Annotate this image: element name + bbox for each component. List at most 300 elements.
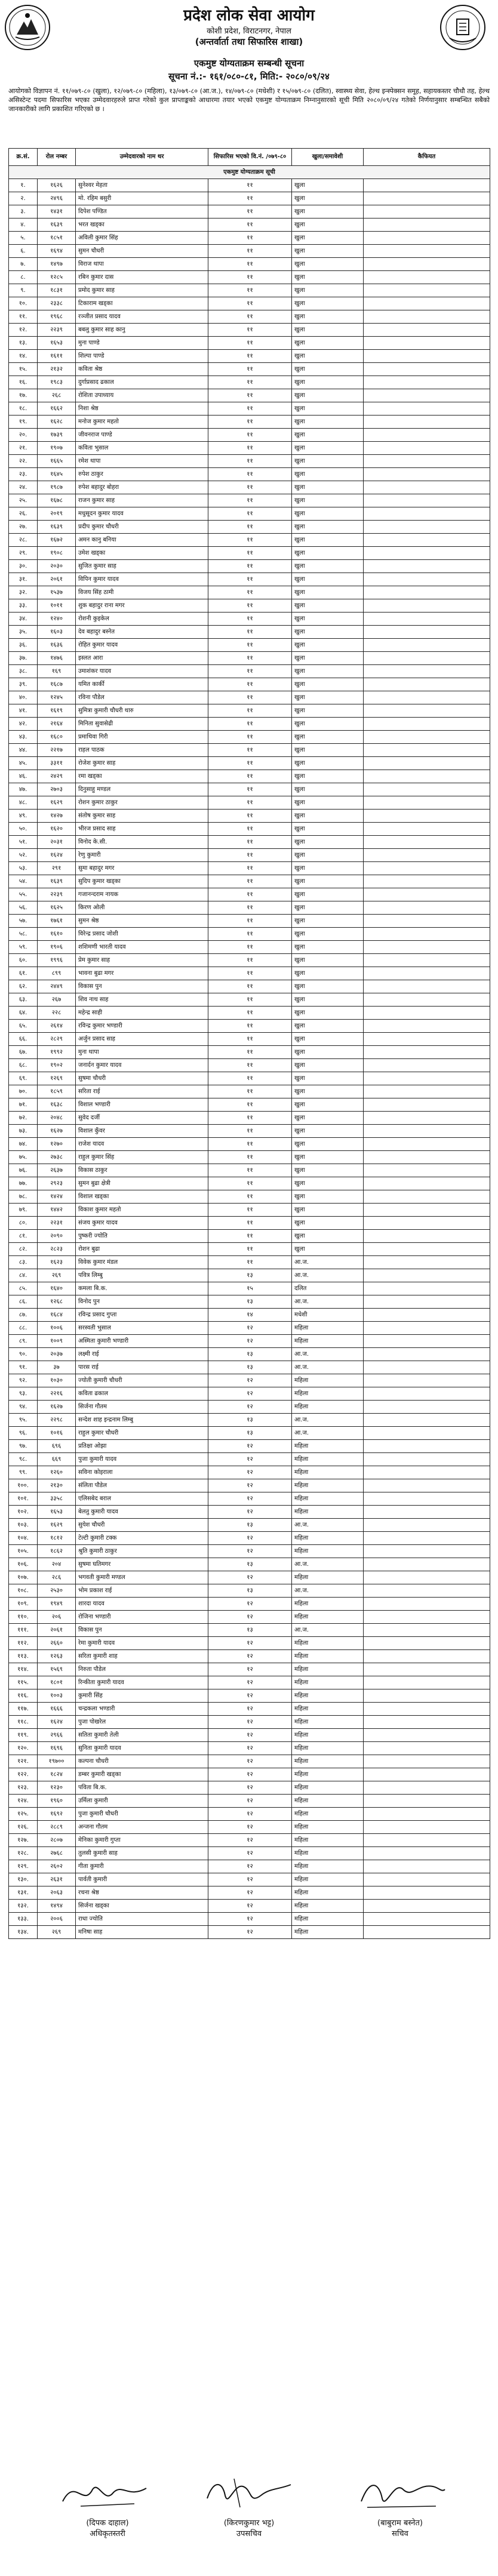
cell-roll: २०४८ — [38, 1112, 76, 1125]
cell-mark: १२ — [208, 1506, 292, 1519]
cell-name: उमेश खड्का — [76, 547, 208, 560]
org-address: कोशी प्रदेश, विराटनगर, नेपाल — [207, 27, 291, 36]
cell-name: सुमित्रा कुमारी चौधरी थारु — [76, 704, 208, 718]
cell-mark: १२ — [208, 1335, 292, 1348]
cell-name: बबलु कुमार साह कानु — [76, 324, 208, 337]
cell-sn: ६१. — [9, 967, 38, 980]
cell-sn: ६३. — [9, 993, 38, 1007]
cell-group: महिला — [292, 1335, 364, 1348]
cell-group: खुला — [292, 205, 364, 218]
cell-mark: ११ — [208, 1217, 292, 1230]
commission-logo-icon — [439, 4, 487, 51]
cell-roll: १४२४ — [38, 1190, 76, 1204]
cell-mark: १२ — [208, 1834, 292, 1847]
cell-mark: ११ — [208, 1138, 292, 1151]
cell-mark: ११ — [208, 337, 292, 350]
cell-group: महिला — [292, 1860, 364, 1873]
cell-name: पुजा कुमारी यादव — [76, 1453, 208, 1466]
cell-remarks — [364, 1453, 490, 1466]
table-row — [9, 810, 490, 823]
cell-sn: ३२. — [9, 586, 38, 599]
cell-group: खुला — [292, 1085, 364, 1098]
cell-remarks — [364, 823, 490, 836]
cell-sn: १०९. — [9, 1598, 38, 1611]
cell-sn: १०५. — [9, 1545, 38, 1558]
cell-roll: २९६६ — [38, 1729, 76, 1742]
cell-sn: ४०. — [9, 691, 38, 704]
cell-group: खुला — [292, 875, 364, 888]
cell-remarks — [364, 271, 490, 284]
cell-mark: ११ — [208, 1177, 292, 1190]
cell-sn: १११. — [9, 1624, 38, 1637]
cell-name: सरिता राई — [76, 1085, 208, 1098]
cell-group: महिला — [292, 1440, 364, 1453]
cell-remarks — [364, 1309, 490, 1322]
table-row — [9, 1913, 490, 1926]
cell-remarks — [364, 547, 490, 560]
cell-remarks — [364, 1808, 490, 1821]
cell-roll: १६९ — [38, 665, 76, 678]
cell-mark: १२ — [208, 1703, 292, 1716]
table-row — [9, 1309, 490, 1322]
cell-remarks — [364, 1085, 490, 1098]
cell-roll: २०४ — [38, 1558, 76, 1571]
cell-group: खुला — [292, 954, 364, 967]
cell-sn: १३०. — [9, 1873, 38, 1886]
cell-remarks — [364, 1676, 490, 1689]
cell-roll: १६२७ — [38, 1401, 76, 1414]
cell-name: प्रतिक्षा ओझा — [76, 1440, 208, 1453]
cell-roll: १०१६ — [38, 1427, 76, 1440]
cell-roll: १६७२ — [38, 534, 76, 547]
cell-name: रचना श्रेष्ठ — [76, 1886, 208, 1900]
cell-name: सुदिप कुमार खड्का — [76, 875, 208, 888]
table-row — [9, 954, 490, 967]
table-row — [9, 1624, 490, 1637]
cell-group: खुला — [292, 192, 364, 205]
cell-remarks — [364, 639, 490, 652]
cell-mark: ११ — [208, 179, 292, 192]
cell-remarks — [364, 1545, 490, 1558]
cell-name: श्रुति कुमारी ठाकुर — [76, 1545, 208, 1558]
cell-name: भावना बुढा मगर — [76, 967, 208, 980]
table-row — [9, 1427, 490, 1440]
cell-name: राजेश यादव — [76, 1138, 208, 1151]
table-row — [9, 1676, 490, 1689]
signatory-3-name: (बाबुराम बस्नेत) — [377, 2519, 423, 2528]
cell-mark: ११ — [208, 1256, 292, 1269]
cell-mark: ११ — [208, 1164, 292, 1177]
cell-roll: १४९४ — [38, 1900, 76, 1913]
cell-mark: १२ — [208, 1374, 292, 1387]
cell-roll: २७६८ — [38, 1847, 76, 1860]
cell-group: खुला — [292, 1059, 364, 1072]
cell-remarks — [364, 1020, 490, 1033]
cell-sn: ५. — [9, 232, 38, 245]
cell-mark: ११ — [208, 849, 292, 862]
cell-remarks — [364, 1217, 490, 1230]
cell-sn: ४४. — [9, 744, 38, 757]
cell-name: कल्पना चौधरी — [76, 1755, 208, 1768]
cell-sn: ४६. — [9, 770, 38, 783]
cell-group: आ.ज. — [292, 1348, 364, 1361]
col-header-roll: रोल नम्बर — [38, 149, 76, 166]
cell-name: कमला बि.क. — [76, 1282, 208, 1295]
cell-mark: ११ — [208, 1046, 292, 1059]
cell-roll: २०३० — [38, 560, 76, 573]
table-row — [9, 1190, 490, 1204]
cell-remarks — [364, 1479, 490, 1492]
cell-remarks — [364, 1926, 490, 1939]
cell-sn: ९४. — [9, 1401, 38, 1414]
cell-name: राहुल कुमार सिंह — [76, 1151, 208, 1164]
cell-group: आ.ज. — [292, 1584, 364, 1598]
cell-roll: १६२३ — [38, 1256, 76, 1269]
cell-mark: ११ — [208, 521, 292, 534]
table-row — [9, 704, 490, 718]
cell-sn: १७. — [9, 389, 38, 402]
table-row — [9, 245, 490, 258]
cell-roll: १४४२ — [38, 1204, 76, 1217]
cell-remarks — [364, 1138, 490, 1151]
cell-group: महिला — [292, 1768, 364, 1781]
cell-roll: २०३७ — [38, 1348, 76, 1361]
cell-sn: ११५. — [9, 1676, 38, 1689]
table-row — [9, 862, 490, 875]
cell-remarks — [364, 1584, 490, 1598]
cell-name: अन्जना गौतम — [76, 1821, 208, 1834]
cell-roll: १८२४ — [38, 1768, 76, 1781]
cell-roll: ३७ — [38, 1361, 76, 1374]
cell-group: खुला — [292, 468, 364, 481]
cell-remarks — [364, 1112, 490, 1125]
table-row — [9, 915, 490, 928]
col-header-remarks: कैफियत — [364, 149, 490, 166]
cell-mark: १२ — [208, 1676, 292, 1689]
cell-mark: ११ — [208, 941, 292, 954]
cell-mark: १२ — [208, 1492, 292, 1506]
table-row — [9, 678, 490, 691]
cell-remarks — [364, 836, 490, 849]
cell-group: खुला — [292, 652, 364, 665]
cell-roll: १९८३ — [38, 376, 76, 389]
cell-mark: ११ — [208, 888, 292, 901]
cell-remarks — [364, 1611, 490, 1624]
cell-name: महेन्द्र साही — [76, 1007, 208, 1020]
cell-remarks — [364, 1558, 490, 1571]
cell-roll: १६२९ — [38, 1519, 76, 1532]
cell-name: प्रमाथिवा गिरी — [76, 731, 208, 744]
cell-sn: ११६. — [9, 1689, 38, 1703]
cell-remarks — [364, 1768, 490, 1781]
table-row — [9, 376, 490, 389]
cell-name: दिपेश पण्डित — [76, 205, 208, 218]
table-row — [9, 547, 490, 560]
cell-group: महिला — [292, 1322, 364, 1335]
cell-name: निशा श्रेष्ठ — [76, 402, 208, 416]
cell-roll: १८३१ — [38, 284, 76, 297]
cell-remarks — [364, 1795, 490, 1808]
cell-roll: २२३९ — [38, 888, 76, 901]
cell-remarks — [364, 901, 490, 915]
cell-roll: १६१० — [38, 928, 76, 941]
cell-roll: १५३७ — [38, 586, 76, 599]
cell-sn: १२६. — [9, 1821, 38, 1834]
cell-remarks — [364, 599, 490, 613]
cell-sn: १२७. — [9, 1834, 38, 1847]
cell-sn: ५२. — [9, 849, 38, 862]
table-row — [9, 599, 490, 613]
cell-group: खुला — [292, 402, 364, 416]
cell-sn: ३९. — [9, 678, 38, 691]
cell-mark: १२ — [208, 1545, 292, 1558]
cell-sn: ५३. — [9, 862, 38, 875]
cell-remarks — [364, 310, 490, 324]
cell-group: खुला — [292, 993, 364, 1007]
cell-mark: १२ — [208, 1755, 292, 1768]
cell-group: महिला — [292, 1374, 364, 1387]
cell-name: मधुसूदन कुमार यादव — [76, 507, 208, 521]
cell-group: खुला — [292, 744, 364, 757]
cell-roll: १६२५ — [38, 901, 76, 915]
cell-group: महिला — [292, 1913, 364, 1926]
cell-remarks — [364, 1873, 490, 1886]
cell-group: खुला — [292, 639, 364, 652]
table-row — [9, 363, 490, 376]
cell-mark: ११ — [208, 1033, 292, 1046]
table-row — [9, 1072, 490, 1085]
cell-name: दुर्गाप्रसाद ढकाल — [76, 376, 208, 389]
cell-remarks — [364, 1886, 490, 1900]
cell-remarks — [364, 481, 490, 494]
cell-remarks — [364, 1374, 490, 1387]
cell-name: पवित्र लिम्बु — [76, 1269, 208, 1282]
cell-sn: ११४. — [9, 1663, 38, 1676]
cell-name: बेलतु कुमारी यादव — [76, 1506, 208, 1519]
cell-mark: ११ — [208, 324, 292, 337]
cell-remarks — [364, 1624, 490, 1637]
cell-group: खुला — [292, 245, 364, 258]
cell-sn: ७. — [9, 258, 38, 271]
cell-group: महिला — [292, 1873, 364, 1886]
cell-group: खुला — [292, 363, 364, 376]
cell-group: खुला — [292, 494, 364, 507]
cell-sn: ४५. — [9, 757, 38, 770]
cell-name: अमन कानु बनिया — [76, 534, 208, 547]
cell-mark: १२ — [208, 1466, 292, 1479]
cell-name: विवेक कुमार मंडल — [76, 1256, 208, 1269]
cell-name: प्रदीप कुमार चौधरी — [76, 521, 208, 534]
cell-sn: ९८. — [9, 1453, 38, 1466]
table-row — [9, 560, 490, 573]
cell-name: संतोष कुमार साह — [76, 810, 208, 823]
cell-roll: १६८७ — [38, 678, 76, 691]
signature-3-icon — [349, 2472, 451, 2513]
cell-name: रोशनी कुइकेल — [76, 613, 208, 626]
cell-mark: ११ — [208, 1204, 292, 1217]
cell-group: खुला — [292, 179, 364, 192]
table-row — [9, 783, 490, 796]
cell-remarks — [364, 232, 490, 245]
cell-group: महिला — [292, 1387, 364, 1401]
cell-mark: ११ — [208, 928, 292, 941]
table-row — [9, 1007, 490, 1020]
cell-group: महिला — [292, 1571, 364, 1584]
cell-name: मुना पाण्डे — [76, 337, 208, 350]
cell-sn: १२१. — [9, 1755, 38, 1768]
cell-sn: ७९. — [9, 1204, 38, 1217]
table-row — [9, 928, 490, 941]
cell-mark: १२ — [208, 1611, 292, 1624]
cell-roll: १४७६ — [38, 652, 76, 665]
cell-name: रोशिता उपाध्याय — [76, 389, 208, 402]
table-row — [9, 1046, 490, 1059]
cell-remarks — [364, 1007, 490, 1020]
cell-sn: ७७. — [9, 1177, 38, 1190]
cell-mark: ११ — [208, 429, 292, 442]
cell-name: यमित कार्की — [76, 678, 208, 691]
cell-remarks — [364, 875, 490, 888]
cell-group: महिला — [292, 1926, 364, 1939]
cell-name: रञ्जीत प्रसाद यादव — [76, 310, 208, 324]
table-row — [9, 481, 490, 494]
cell-roll: १२६८ — [38, 1295, 76, 1309]
table-row — [9, 521, 490, 534]
cell-roll: १६०३ — [38, 626, 76, 639]
cell-name: पविता बि.क. — [76, 1781, 208, 1795]
cell-remarks — [364, 1282, 490, 1295]
cell-roll: १६३८ — [38, 1098, 76, 1112]
cell-sn: ८२. — [9, 1243, 38, 1256]
cell-mark: ११ — [208, 1007, 292, 1020]
cell-roll: ६६९ — [38, 1453, 76, 1466]
cell-mark: ११ — [208, 757, 292, 770]
cell-name: पुजा कुमारी चौधरी — [76, 1808, 208, 1821]
cell-mark: १२ — [208, 1768, 292, 1781]
cell-name: संजय कुमार यादव — [76, 1217, 208, 1230]
cell-name: मेनिका कुमारी गुप्ता — [76, 1834, 208, 1847]
cell-sn: १३३. — [9, 1913, 38, 1926]
cell-sn: १४. — [9, 350, 38, 363]
cell-mark: ११ — [208, 836, 292, 849]
cell-sn: ४८. — [9, 796, 38, 810]
cell-group: खुला — [292, 1177, 364, 1190]
cell-mark: ११ — [208, 875, 292, 888]
cell-mark: १३ — [208, 1414, 292, 1427]
cell-name: विकास पुन — [76, 1624, 208, 1637]
cell-name: सुमन बुढा क्षेत्री — [76, 1177, 208, 1190]
cell-remarks — [364, 1834, 490, 1847]
cell-sn: १३. — [9, 337, 38, 350]
cell-sn: ९३. — [9, 1387, 38, 1401]
cell-name: सविना कोइराला — [76, 1466, 208, 1479]
cell-name: भीरज प्रसाद साह — [76, 823, 208, 836]
cell-sn: ६०. — [9, 954, 38, 967]
cell-name: पुष्करी ज्योति — [76, 1230, 208, 1243]
cell-remarks — [364, 363, 490, 376]
cell-roll: १९४९ — [38, 1598, 76, 1611]
cell-sn: ५१. — [9, 836, 38, 849]
cell-mark: १२ — [208, 1637, 292, 1650]
cell-roll: १००६ — [38, 1322, 76, 1335]
cell-remarks — [364, 1295, 490, 1309]
cell-remarks — [364, 757, 490, 770]
cell-name: विनोद पुन — [76, 1295, 208, 1309]
cell-sn: ८. — [9, 271, 38, 284]
table-row — [9, 1269, 490, 1282]
cell-name: रविन्द्र कुमार भण्डारी — [76, 1020, 208, 1033]
col-header-mark: सिफारिस भएको वि.नं. /०७९-८० — [208, 149, 292, 166]
cell-remarks — [364, 928, 490, 941]
table-row — [9, 179, 490, 192]
table-row — [9, 613, 490, 626]
cell-group: खुला — [292, 258, 364, 271]
cell-name: विशाल खड्का — [76, 1190, 208, 1204]
cell-remarks — [364, 810, 490, 823]
cell-mark: ११ — [208, 810, 292, 823]
cell-roll: १००३ — [38, 1689, 76, 1703]
cell-roll: २८८९ — [38, 1821, 76, 1834]
cell-remarks — [364, 560, 490, 573]
cell-sn: ८०. — [9, 1217, 38, 1230]
cell-name: रोहित कुमार यादव — [76, 639, 208, 652]
cell-sn: ८८. — [9, 1322, 38, 1335]
cell-sn: ७१. — [9, 1098, 38, 1112]
section-label: एकमुष्ट योग्यताक्रम सूची — [9, 166, 490, 179]
cell-roll: २४९६ — [38, 192, 76, 205]
cell-remarks — [364, 521, 490, 534]
cell-roll: २०१९ — [38, 507, 76, 521]
table-row — [9, 1650, 490, 1663]
table-row — [9, 626, 490, 639]
table-row — [9, 389, 490, 402]
table-row — [9, 1401, 490, 1414]
cell-group: खुला — [292, 1072, 364, 1085]
cell-name: विरेन्द्र प्रसाद जोशी — [76, 928, 208, 941]
cell-sn: ९९. — [9, 1466, 38, 1479]
cell-group: खुला — [292, 928, 364, 941]
table-row — [9, 980, 490, 993]
cell-name: सुषमा घतिमगर — [76, 1558, 208, 1571]
cell-sn: १२५. — [9, 1808, 38, 1821]
cell-roll: २६७ — [38, 993, 76, 1007]
cell-sn: १२८. — [9, 1847, 38, 1860]
cell-mark: ११ — [208, 258, 292, 271]
table-row — [9, 665, 490, 678]
cell-group: आ.ज. — [292, 1295, 364, 1309]
table-row — [9, 1138, 490, 1151]
cell-remarks — [364, 1033, 490, 1046]
cell-remarks — [364, 1781, 490, 1795]
cell-roll: १६६६ — [38, 1703, 76, 1716]
cell-sn: ७८. — [9, 1190, 38, 1204]
cell-group: खुला — [292, 481, 364, 494]
cell-roll: २९१ — [38, 862, 76, 875]
table-row — [9, 1295, 490, 1309]
cell-mark: १२ — [208, 1401, 292, 1414]
cell-group: महिला — [292, 1808, 364, 1821]
cell-mark: ११ — [208, 731, 292, 744]
table-row — [9, 1584, 490, 1598]
cell-roll: १६२६ — [38, 179, 76, 192]
table-row — [9, 284, 490, 297]
cell-name: दिनुसाहु मण्डल — [76, 783, 208, 796]
cell-group: खुला — [292, 613, 364, 626]
cell-name: लक्ष्मी राई — [76, 1348, 208, 1361]
cell-roll: २०६ — [38, 1611, 76, 1624]
cell-sn: १३४. — [9, 1926, 38, 1939]
cell-sn: ४७. — [9, 783, 38, 796]
